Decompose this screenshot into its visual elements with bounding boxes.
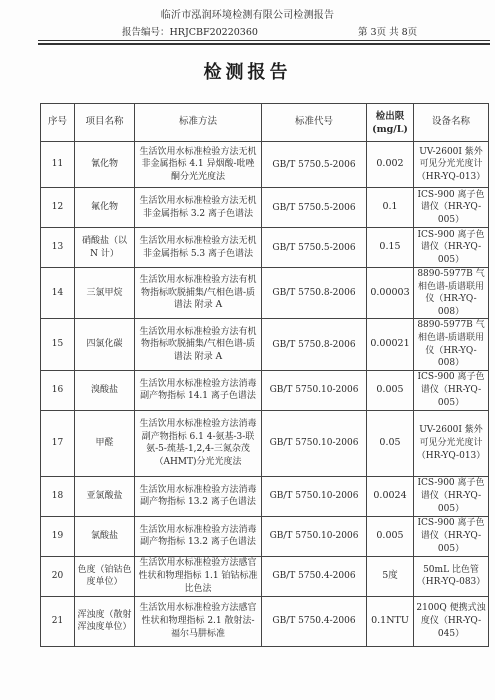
header-rule-thick: [38, 43, 490, 45]
row-standard-code: GB/T 5750.8-2006: [262, 268, 367, 319]
row-item-name: 氰化物: [75, 142, 135, 188]
row-detection-limit: 0.05: [367, 410, 414, 476]
row-seq: 13: [41, 228, 75, 268]
row-standard-method: 生活饮用水标准检验方法有机物指标吹脱捕集/气相色谱-质谱法 附录 A: [135, 268, 262, 319]
header-device-name: 设备名称: [414, 104, 489, 142]
row-detection-limit: 0.00003: [367, 268, 414, 319]
row-standard-method: 生活饮用水标准检验方法无机非金属指标 3.2 离子色谱法: [135, 188, 262, 228]
row-standard-code: GB/T 5750.5-2006: [262, 228, 367, 268]
row-standard-code: GB/T 5750.5-2006: [262, 188, 367, 228]
row-seq: 19: [41, 516, 75, 556]
row-detection-limit: 0.005: [367, 370, 414, 410]
row-detection-limit: 0.005: [367, 516, 414, 556]
row-item-name: 氟化物: [75, 188, 135, 228]
row-standard-method: 生活饮用水标准检验方法消毒副产物指标 13.2 离子色谱法: [135, 516, 262, 556]
row-device-name: 8890-5977B 气相色谱-质谱联用仪（HR-YQ-008）: [414, 319, 489, 370]
row-device-name: ICS-900 离子色谱仪（HR-YQ-005）: [414, 516, 489, 556]
page-indicator: 第 3页 共 8页: [358, 27, 418, 38]
header-item-name: 项目名称: [75, 104, 135, 142]
row-item-name: 三氯甲烷: [75, 268, 135, 319]
row-standard-code: GB/T 5750.8-2006: [262, 319, 367, 370]
table-row: [41, 556, 489, 596]
table-row: [41, 228, 489, 268]
row-standard-method: 生活饮用水标准检验方法感官性状和物理指标 2.1 散射法-福尔马肼标准: [135, 596, 262, 646]
row-standard-method: 生活饮用水标准检验方法无机非金属指标 5.3 离子色谱法: [135, 228, 262, 268]
row-item-name: 浑浊度（散射浑浊度单位）: [75, 596, 135, 646]
table-row: [41, 188, 489, 228]
row-seq: 20: [41, 556, 75, 596]
row-standard-method: 生活饮用水标准检验方法消毒副产物指标 14.1 离子色谱法: [135, 370, 262, 410]
row-item-name: 溴酸盐: [75, 370, 135, 410]
document-title: 检测报告: [203, 62, 292, 83]
row-standard-method: 生活饮用水标准检验方法有机物指标吹脱捕集/气相色谱-质谱法 附录 A: [135, 319, 262, 370]
row-standard-code: GB/T 5750.4-2006: [262, 556, 367, 596]
row-device-name: ICS-900 离子色谱仪（HR-YQ-005）: [414, 228, 489, 268]
row-standard-code: GB/T 5750.10-2006: [262, 476, 367, 516]
row-standard-method: 生活饮用水标准检验方法无机非金属指标 4.1 异烟酸-吡唑酮分光光度法: [135, 142, 262, 188]
header-detection-limit: 检出限 (mg/L): [367, 104, 414, 142]
row-standard-method: 生活饮用水标准检验方法感官性状和物理指标 1.1 铂钴标准比色法: [135, 556, 262, 596]
row-standard-code: GB/T 5750.10-2006: [262, 410, 367, 476]
results-table: [40, 103, 489, 647]
row-detection-limit: 5度: [367, 556, 414, 596]
row-detection-limit: 0.15: [367, 228, 414, 268]
table-row: [41, 319, 489, 370]
row-detection-limit: 0.1: [367, 188, 414, 228]
row-seq: 21: [41, 596, 75, 646]
row-device-name: UV-2600I 紫外可见分光光度计（HR-YQ-013）: [414, 142, 489, 188]
row-device-name: 2100Q 便携式浊度仪（HR-YQ-045）: [414, 596, 489, 646]
table-row: [41, 142, 489, 188]
row-item-name: 亚氯酸盐: [75, 476, 135, 516]
header-standard-method: 标准方法: [135, 104, 262, 142]
row-standard-code: GB/T 5750.5-2006: [262, 142, 367, 188]
row-standard-method: 生活饮用水标准检验方法消毒副产物指标 6.1 4-氨基-3-联氨-5-巯基-1,2,4-三氮杂茂（AHMT)分光光度法: [135, 410, 262, 476]
header-rule-thin: [38, 40, 490, 41]
row-item-name: 四氯化碳: [75, 319, 135, 370]
table-row: [41, 268, 489, 319]
row-device-name: 50mL 比色管（HR-YQ-083）: [414, 556, 489, 596]
row-standard-code: GB/T 5750.10-2006: [262, 370, 367, 410]
row-seq: 18: [41, 476, 75, 516]
row-detection-limit: 0.1NTU: [367, 596, 414, 646]
row-seq: 11: [41, 142, 75, 188]
row-seq: 15: [41, 319, 75, 370]
row-device-name: 8890-5977B 气相色谱-质谱联用仪（HR-YQ-008）: [414, 268, 489, 319]
header-seq: 序号: [41, 104, 75, 142]
row-item-name: 甲醛: [75, 410, 135, 476]
table-row: [41, 516, 489, 556]
row-standard-method: 生活饮用水标准检验方法消毒副产物指标 13.2 离子色谱法: [135, 476, 262, 516]
table-row: [41, 410, 489, 476]
row-seq: 12: [41, 188, 75, 228]
row-item-name: 硝酸盐（以 N 计）: [75, 228, 135, 268]
row-seq: 17: [41, 410, 75, 476]
company-header: 临沂市泓润环境检测有限公司检测报告: [160, 10, 335, 21]
row-device-name: ICS-900 离子色谱仪（HR-YQ-005）: [414, 188, 489, 228]
row-seq: 16: [41, 370, 75, 410]
table-row: [41, 476, 489, 516]
row-item-name: 色度（铂钴色度单位）: [75, 556, 135, 596]
row-device-name: ICS-900 离子色谱仪（HR-YQ-005）: [414, 370, 489, 410]
row-detection-limit: 0.002: [367, 142, 414, 188]
row-detection-limit: 0.00021: [367, 319, 414, 370]
row-standard-code: GB/T 5750.10-2006: [262, 516, 367, 556]
report-number: 报告编号：HRJCBF20220360: [122, 27, 258, 38]
table-row: [41, 370, 489, 410]
row-device-name: ICS-900 离子色谱仪（HR-YQ-005）: [414, 476, 489, 516]
row-standard-code: GB/T 5750.4-2006: [262, 596, 367, 646]
table-header-row: [41, 104, 489, 142]
header-standard-code: 标准代号: [262, 104, 367, 142]
table-row: [41, 596, 489, 646]
report-info-row: [0, 24, 495, 38]
row-item-name: 氯酸盐: [75, 516, 135, 556]
row-device-name: UV-2600I 紫外可见分光光度计（HR-YQ-013）: [414, 410, 489, 476]
row-seq: 14: [41, 268, 75, 319]
row-detection-limit: 0.0024: [367, 476, 414, 516]
